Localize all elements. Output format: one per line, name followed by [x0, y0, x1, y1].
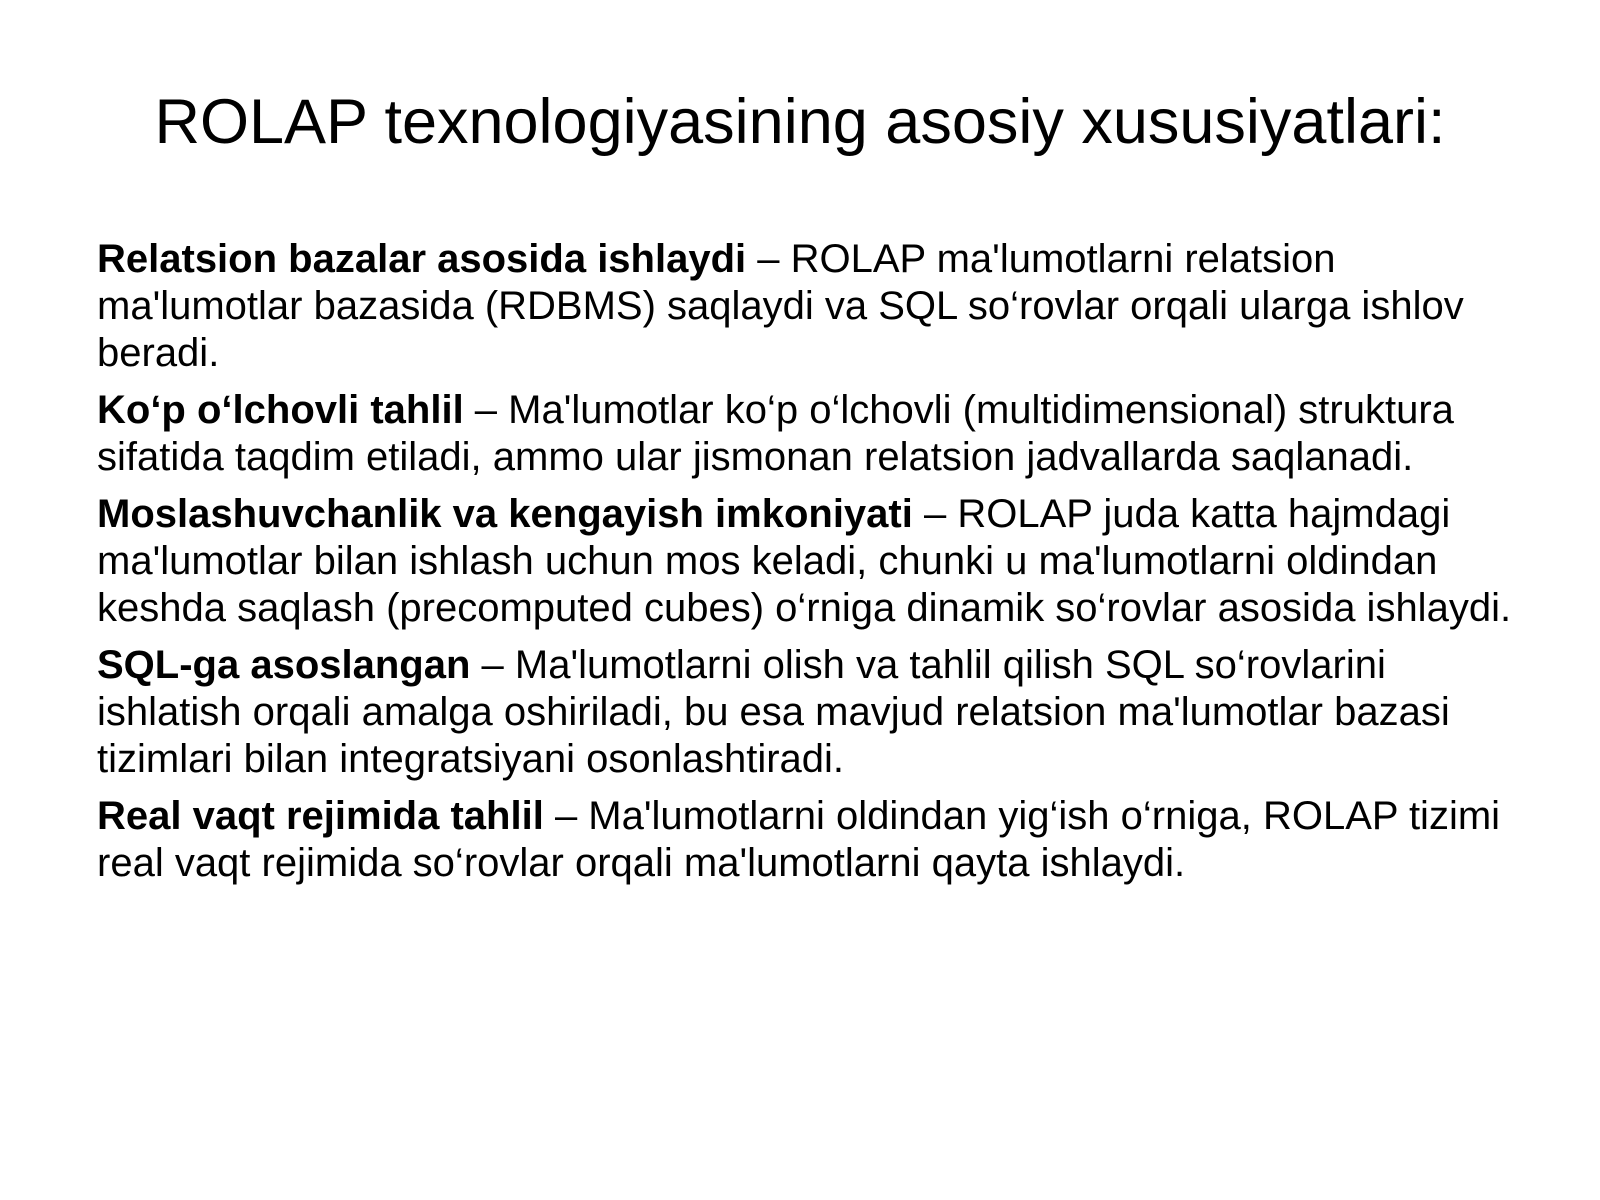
point-term: Moslashuvchanlik va kengayish imkoniyati: [97, 492, 913, 536]
point-term: Real vaqt rejimida tahlil: [97, 794, 544, 838]
point-text: – ROLAP juda katta hajmdagi ma'lumotlar bilan ishlash uchun mos keladi, chunki u ma'lumotlarni oldindan keshda saqlash (precomputed cubes) o‘rniga dinamik so‘rovlar asosida ishlaydi.: [97, 492, 1512, 630]
point-real-time-analysis: [97, 793, 1517, 887]
content-area: [97, 236, 1517, 897]
point-relational-databases: [97, 236, 1517, 377]
point-text: – ROLAP ma'lumotlarni relatsion ma'lumotlar bazasida (RDBMS) saqlaydi va SQL so‘rovlar orqali ularga ishlov beradi.: [97, 237, 1464, 375]
point-term: Relatsion bazalar asosida ishlaydi: [97, 237, 747, 281]
point-text: – Ma'lumotlarni olish va tahlil qilish SQL so‘rovlarini ishlatish orqali amalga oshiriladi, bu esa mavjud relatsion ma'lumotlar bazasi tizimlari bilan integratsiyani osonlashtiradi.: [97, 643, 1450, 781]
point-text: – Ma'lumotlar ko‘p o‘lchovli (multidimensional) struktura sifatida taqdim etiladi, ammo ular jismonan relatsion jadvallarda saqlanadi.: [97, 388, 1454, 479]
point-term: SQL-ga asoslangan: [97, 643, 471, 687]
point-flexibility-scalability: [97, 491, 1517, 632]
point-term: Ko‘p o‘lchovli tahlil: [97, 388, 464, 432]
point-multidimensional-analysis: [97, 387, 1517, 481]
point-sql-based: [97, 642, 1517, 783]
point-text: – Ma'lumotlarni oldindan yig‘ish o‘rniga, ROLAP tizimi real vaqt rejimida so‘rovlar orqali ma'lumotlarni qayta ishlaydi.: [97, 794, 1501, 885]
slide-title: ROLAP texnologiyasining asosiy xususiyatlari:: [154, 87, 1446, 157]
